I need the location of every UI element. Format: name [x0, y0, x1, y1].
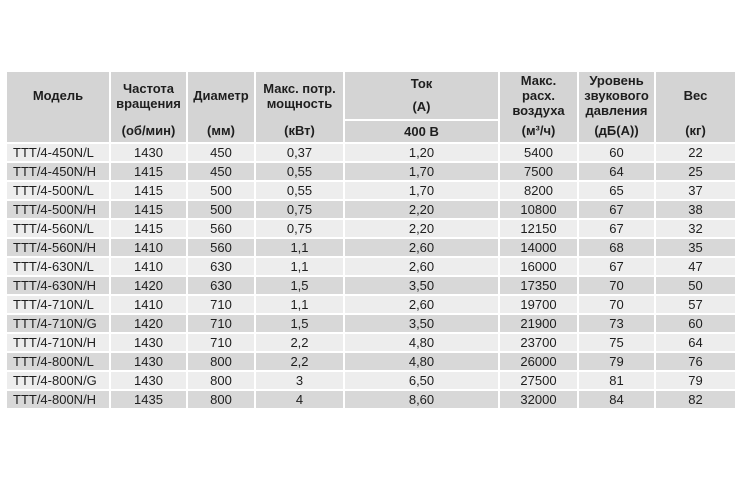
table-row [7, 239, 735, 256]
column-header-sound [579, 72, 654, 142]
cell-model: TTT/4-710N/L [7, 296, 109, 313]
cell-rpm: 1430 [111, 353, 186, 370]
cell-sound: 70 [579, 296, 654, 313]
cell-model: TTT/4-560N/H [7, 239, 109, 256]
table-row [7, 163, 735, 180]
table-row [7, 372, 735, 389]
column-header-diameter-label: Диаметр [193, 88, 249, 103]
column-subheader-voltage: 400 В [345, 121, 498, 142]
cell-current: 1,70 [345, 163, 498, 180]
cell-sound: 79 [579, 353, 654, 370]
column-header-sound-label: Уровень звукового давления [584, 73, 649, 118]
cell-weight: 79 [656, 372, 735, 389]
column-header-airflow-label: Макс. расх. воздуха [512, 73, 565, 118]
cell-airflow: 14000 [500, 239, 577, 256]
cell-rpm: 1430 [111, 144, 186, 161]
column-header-power-unit: (кВт) [284, 122, 315, 138]
table-row [7, 315, 735, 332]
cell-sound: 65 [579, 182, 654, 199]
cell-power: 1,5 [256, 277, 343, 294]
cell-model: TTT/4-800N/G [7, 372, 109, 389]
cell-airflow: 16000 [500, 258, 577, 275]
cell-rpm: 1410 [111, 258, 186, 275]
cell-power: 0,37 [256, 144, 343, 161]
column-header-weight-unit: (кг) [685, 122, 706, 138]
cell-rpm: 1420 [111, 277, 186, 294]
cell-rpm: 1430 [111, 334, 186, 351]
column-header-sound-unit: (дБ(А)) [594, 122, 639, 138]
cell-current: 1,70 [345, 182, 498, 199]
cell-sound: 64 [579, 163, 654, 180]
cell-rpm: 1415 [111, 182, 186, 199]
cell-model: TTT/4-500N/H [7, 201, 109, 218]
cell-model: TTT/4-630N/H [7, 277, 109, 294]
column-header-power-label: Макс. потр. мощность [263, 80, 336, 111]
cell-airflow: 12150 [500, 220, 577, 237]
cell-model: TTT/4-560N/L [7, 220, 109, 237]
cell-airflow: 5400 [500, 144, 577, 161]
cell-power: 2,2 [256, 334, 343, 351]
cell-model: TTT/4-800N/L [7, 353, 109, 370]
cell-power: 0,75 [256, 220, 343, 237]
cell-model: TTT/4-710N/H [7, 334, 109, 351]
cell-rpm: 1435 [111, 391, 186, 408]
cell-weight: 22 [656, 144, 735, 161]
cell-model: TTT/4-450N/L [7, 144, 109, 161]
column-header-current [345, 72, 498, 119]
cell-diameter: 500 [188, 201, 254, 218]
column-header-weight [656, 72, 735, 142]
column-header-airflow-unit: (м³/ч) [521, 122, 556, 138]
cell-airflow: 19700 [500, 296, 577, 313]
cell-power: 1,1 [256, 258, 343, 275]
cell-weight: 60 [656, 315, 735, 332]
cell-weight: 25 [656, 163, 735, 180]
column-header-rpm-label: Частота вращения [116, 80, 181, 111]
cell-power: 4 [256, 391, 343, 408]
cell-sound: 84 [579, 391, 654, 408]
cell-weight: 47 [656, 258, 735, 275]
column-header-model [7, 72, 109, 142]
column-header-power [256, 72, 343, 142]
cell-weight: 37 [656, 182, 735, 199]
cell-diameter: 500 [188, 182, 254, 199]
cell-power: 0,55 [256, 163, 343, 180]
column-header-diameter-unit: (мм) [207, 122, 235, 138]
cell-model: TTT/4-630N/L [7, 258, 109, 275]
table-row [7, 353, 735, 370]
cell-sound: 73 [579, 315, 654, 332]
cell-rpm: 1415 [111, 163, 186, 180]
cell-current: 3,50 [345, 315, 498, 332]
column-header-rpm [111, 72, 186, 142]
cell-rpm: 1410 [111, 296, 186, 313]
column-header-current-unit: (А) [412, 99, 431, 114]
cell-diameter: 630 [188, 258, 254, 275]
table-row [7, 296, 735, 313]
cell-diameter: 450 [188, 163, 254, 180]
cell-airflow: 8200 [500, 182, 577, 199]
column-header-model-unit [7, 119, 109, 142]
column-header-current-label: Ток [410, 76, 433, 91]
cell-diameter: 710 [188, 296, 254, 313]
cell-current: 2,60 [345, 239, 498, 256]
cell-weight: 50 [656, 277, 735, 294]
table-row [7, 258, 735, 275]
cell-sound: 67 [579, 201, 654, 218]
cell-diameter: 710 [188, 334, 254, 351]
table-row [7, 144, 735, 161]
cell-model: TTT/4-500N/L [7, 182, 109, 199]
cell-power: 1,1 [256, 296, 343, 313]
cell-diameter: 560 [188, 220, 254, 237]
column-header-diameter [188, 72, 254, 142]
cell-airflow: 32000 [500, 391, 577, 408]
table-body [7, 144, 735, 408]
cell-diameter: 800 [188, 353, 254, 370]
cell-current: 2,60 [345, 296, 498, 313]
cell-rpm: 1415 [111, 220, 186, 237]
cell-rpm: 1430 [111, 372, 186, 389]
cell-power: 0,75 [256, 201, 343, 218]
table-row [7, 220, 735, 237]
cell-airflow: 23700 [500, 334, 577, 351]
column-header-model-label: Модель [32, 88, 84, 103]
cell-sound: 81 [579, 372, 654, 389]
cell-sound: 75 [579, 334, 654, 351]
cell-weight: 57 [656, 296, 735, 313]
cell-sound: 67 [579, 220, 654, 237]
cell-power: 1,5 [256, 315, 343, 332]
cell-diameter: 800 [188, 391, 254, 408]
cell-model: TTT/4-450N/H [7, 163, 109, 180]
cell-model: TTT/4-800N/H [7, 391, 109, 408]
cell-current: 2,20 [345, 220, 498, 237]
cell-sound: 67 [579, 258, 654, 275]
cell-current: 2,20 [345, 201, 498, 218]
cell-weight: 38 [656, 201, 735, 218]
column-header-airflow [500, 72, 577, 142]
cell-diameter: 800 [188, 372, 254, 389]
cell-current: 2,60 [345, 258, 498, 275]
table-row [7, 201, 735, 218]
table-row [7, 391, 735, 408]
cell-model: TTT/4-710N/G [7, 315, 109, 332]
column-header-rpm-unit: (об/мин) [121, 122, 176, 138]
cell-weight: 32 [656, 220, 735, 237]
cell-power: 2,2 [256, 353, 343, 370]
table-row [7, 334, 735, 351]
cell-diameter: 710 [188, 315, 254, 332]
cell-airflow: 27500 [500, 372, 577, 389]
cell-airflow: 26000 [500, 353, 577, 370]
cell-current: 4,80 [345, 334, 498, 351]
table-row [7, 182, 735, 199]
cell-current: 8,60 [345, 391, 498, 408]
cell-airflow: 17350 [500, 277, 577, 294]
cell-weight: 76 [656, 353, 735, 370]
cell-weight: 64 [656, 334, 735, 351]
cell-weight: 35 [656, 239, 735, 256]
cell-diameter: 450 [188, 144, 254, 161]
cell-diameter: 630 [188, 277, 254, 294]
cell-current: 6,50 [345, 372, 498, 389]
cell-current: 4,80 [345, 353, 498, 370]
cell-airflow: 7500 [500, 163, 577, 180]
cell-power: 0,55 [256, 182, 343, 199]
cell-airflow: 10800 [500, 201, 577, 218]
column-header-weight-label: Вес [683, 88, 708, 103]
cell-weight: 82 [656, 391, 735, 408]
cell-current: 3,50 [345, 277, 498, 294]
cell-sound: 60 [579, 144, 654, 161]
cell-current: 1,20 [345, 144, 498, 161]
cell-power: 3 [256, 372, 343, 389]
cell-rpm: 1410 [111, 239, 186, 256]
table-row [7, 277, 735, 294]
cell-diameter: 560 [188, 239, 254, 256]
cell-rpm: 1420 [111, 315, 186, 332]
cell-sound: 70 [579, 277, 654, 294]
cell-rpm: 1415 [111, 201, 186, 218]
table-header [7, 72, 735, 142]
cell-airflow: 21900 [500, 315, 577, 332]
fan-spec-table [5, 70, 737, 410]
cell-sound: 68 [579, 239, 654, 256]
cell-power: 1,1 [256, 239, 343, 256]
